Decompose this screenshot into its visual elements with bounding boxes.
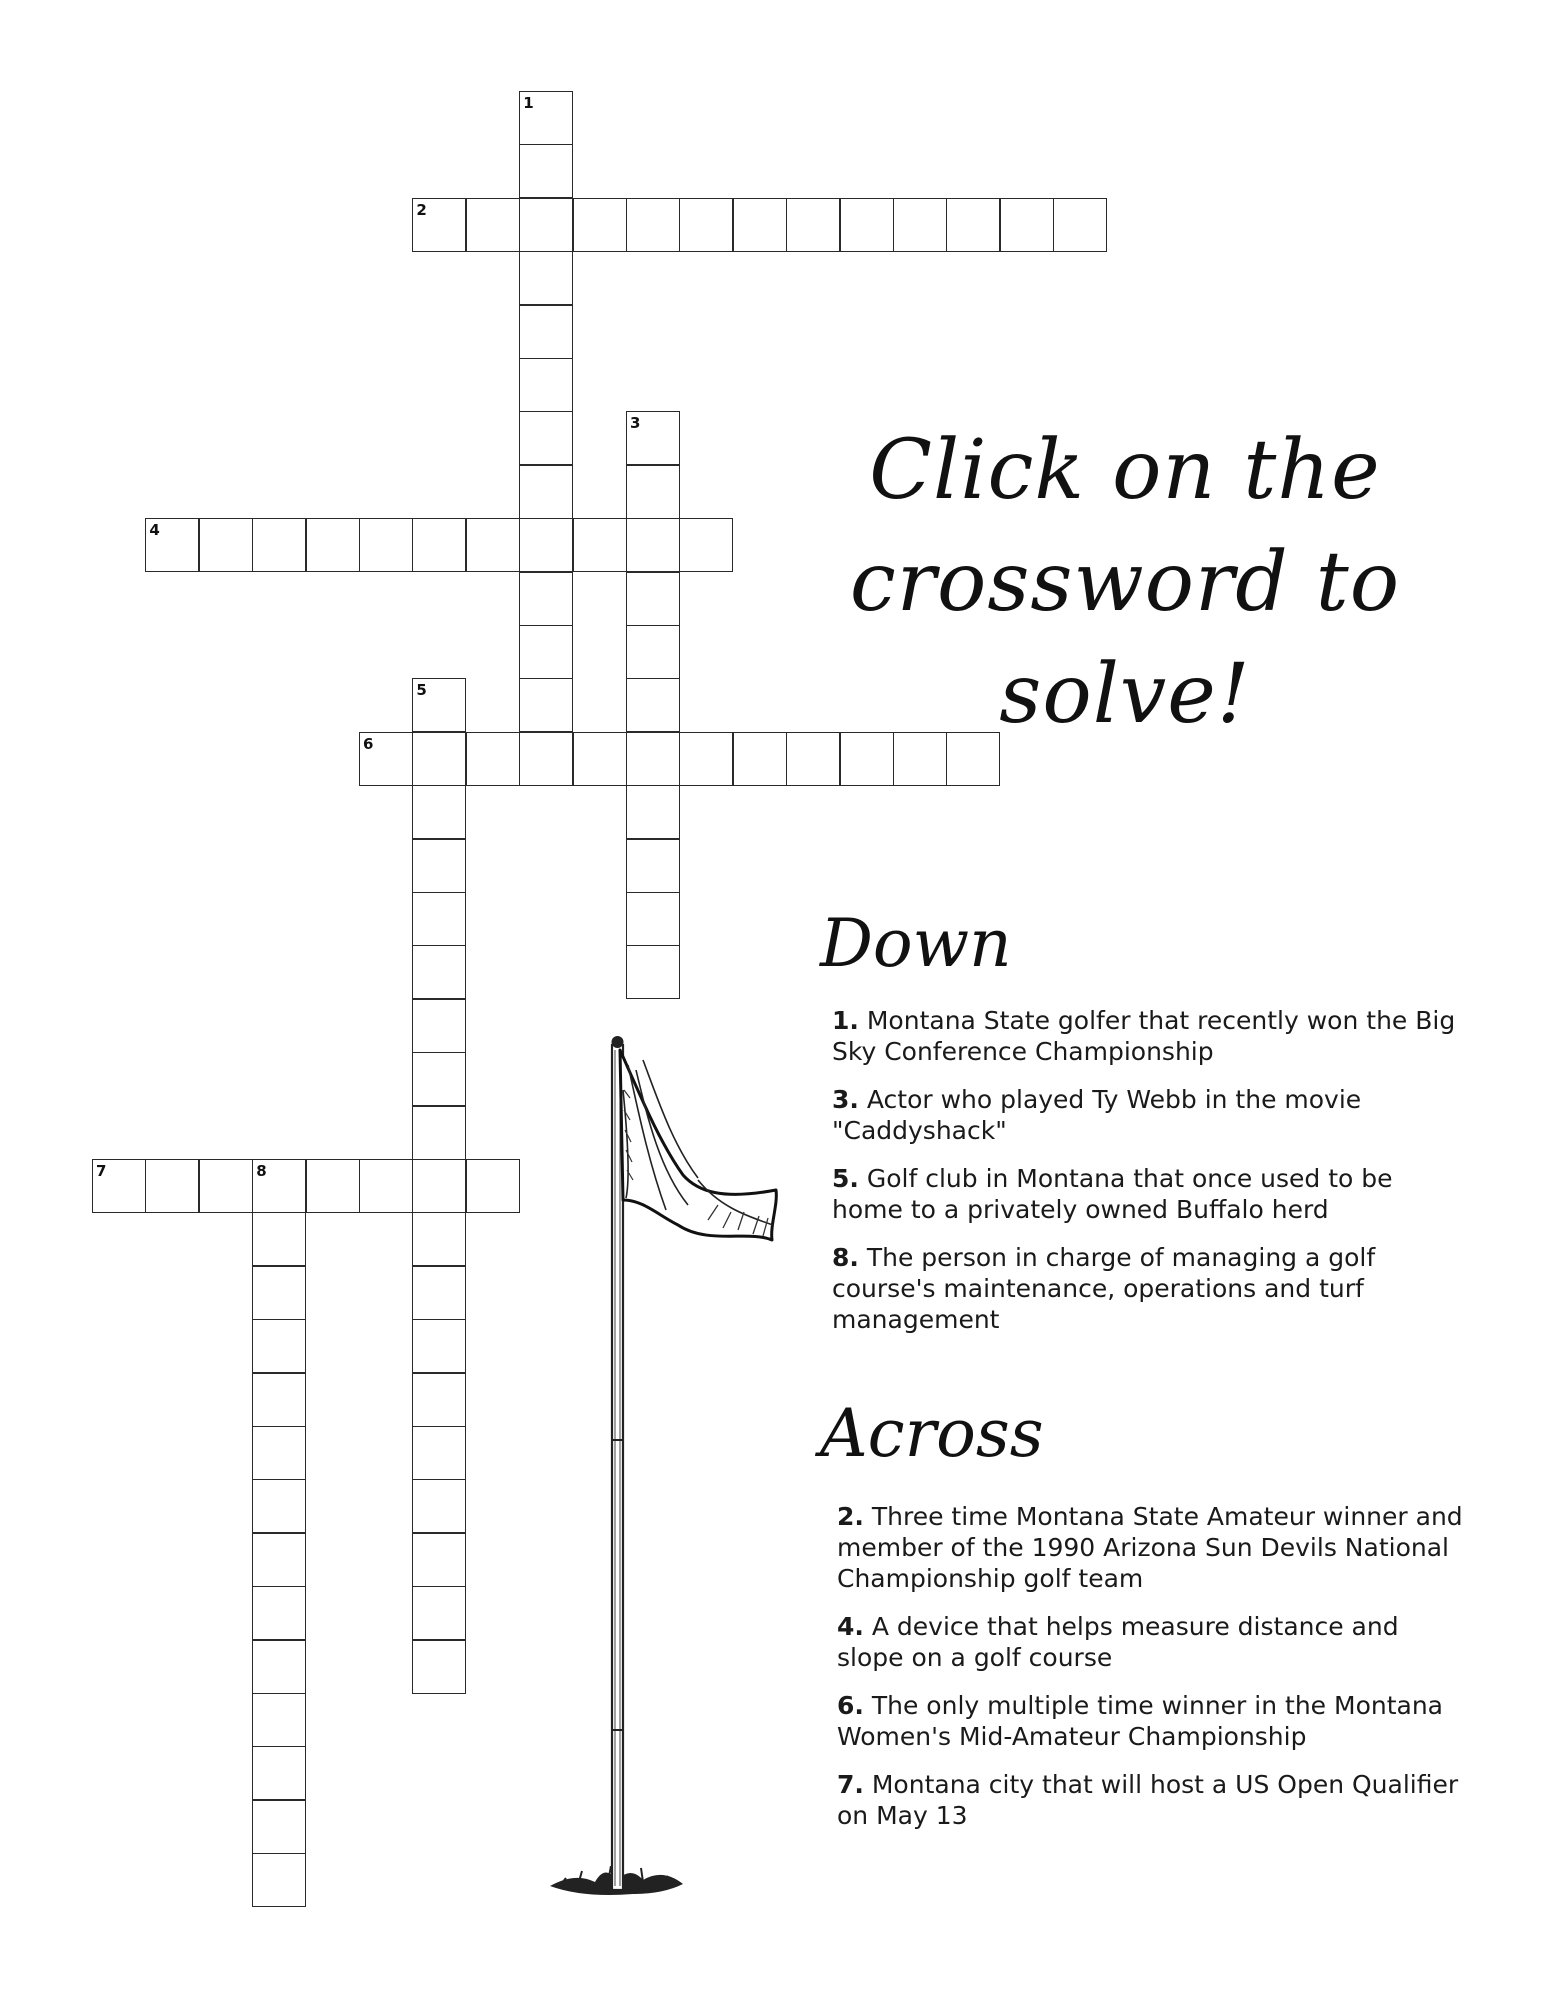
crossword-cell[interactable]: [519, 518, 573, 572]
crossword-cell[interactable]: [412, 678, 466, 732]
crossword-cell[interactable]: [306, 1159, 360, 1213]
crossword-cell[interactable]: [359, 518, 413, 572]
clue-number: 4: [149, 521, 160, 540]
crossword-cell[interactable]: [412, 1479, 466, 1533]
across-clues: [837, 1501, 1467, 1848]
crossword-cell[interactable]: [412, 1266, 466, 1320]
across-heading: Across: [820, 1395, 1044, 1472]
crossword-cell[interactable]: [519, 678, 573, 732]
crossword-cell[interactable]: [252, 1479, 306, 1533]
crossword-cell[interactable]: [92, 1159, 146, 1213]
solve-instructions: [800, 415, 1450, 751]
across-clue-6: 6. The only multiple time winner in the Montana Women's Mid-Amateur Championship: [837, 1691, 1443, 1751]
crossword-cell[interactable]: [252, 1693, 306, 1747]
crossword-cell[interactable]: [786, 198, 840, 252]
crossword-cell[interactable]: [519, 251, 573, 305]
crossword-cell[interactable]: [519, 91, 573, 145]
crossword-cell[interactable]: [412, 1319, 466, 1373]
crossword-cell[interactable]: [626, 411, 680, 465]
crossword-cell[interactable]: [412, 839, 466, 893]
crossword-cell[interactable]: [412, 999, 466, 1053]
crossword-cell[interactable]: [359, 1159, 413, 1213]
crossword-cell[interactable]: [679, 518, 733, 572]
down-clues: [832, 1005, 1462, 1352]
crossword-cell[interactable]: [466, 518, 520, 572]
crossword-cell[interactable]: [733, 198, 787, 252]
crossword-cell[interactable]: [412, 1052, 466, 1106]
crossword-cell[interactable]: [573, 732, 627, 786]
across-clue-4: 4. A device that helps measure distance and slope on a golf course: [837, 1612, 1399, 1672]
crossword-cell[interactable]: [733, 732, 787, 786]
crossword-cell[interactable]: [626, 198, 680, 252]
crossword-cell[interactable]: [573, 518, 627, 572]
golf-flag-icon: [548, 1030, 788, 1920]
crossword-cell[interactable]: [412, 1212, 466, 1266]
crossword-cell[interactable]: [626, 572, 680, 626]
crossword-cell[interactable]: [412, 945, 466, 999]
crossword-cell[interactable]: [626, 892, 680, 946]
crossword-cell[interactable]: [519, 625, 573, 679]
crossword-cell[interactable]: [412, 732, 466, 786]
crossword-cell[interactable]: [893, 198, 947, 252]
crossword-cell[interactable]: [519, 572, 573, 626]
crossword-cell[interactable]: [252, 1533, 306, 1587]
crossword-cell[interactable]: [466, 732, 520, 786]
clue-number: 5: [416, 681, 427, 700]
clue-number: 1: [523, 94, 534, 112]
crossword-cell[interactable]: [252, 1640, 306, 1694]
down-clue-3: 3. Actor who played Ty Webb in the movie "Caddyshack": [832, 1085, 1362, 1145]
crossword-cell[interactable]: [412, 1426, 466, 1480]
crossword-cell[interactable]: [519, 465, 573, 519]
crossword-cell[interactable]: [252, 1426, 306, 1480]
across-clue-7: 7. Montana city that will host a US Open Qualifier on May 13: [837, 1770, 1459, 1830]
crossword-cell[interactable]: [626, 678, 680, 732]
crossword-cell[interactable]: [359, 732, 413, 786]
crossword-cell[interactable]: [252, 1853, 306, 1907]
down-clue-1: 1. Montana State golfer that recently won the Big Sky Conference Championship: [832, 1006, 1456, 1066]
crossword-cell[interactable]: [626, 945, 680, 999]
crossword-cell[interactable]: [145, 1159, 199, 1213]
crossword-cell[interactable]: [412, 1586, 466, 1640]
crossword-cell[interactable]: [306, 518, 360, 572]
clue-number: 6: [363, 734, 374, 753]
crossword-cell[interactable]: [412, 1159, 466, 1213]
crossword-cell[interactable]: [626, 625, 680, 679]
down-clue-5: 5. Golf club in Montana that once used to be home to a privately owned Buffalo herd: [832, 1164, 1393, 1224]
down-heading: Down: [820, 905, 1012, 982]
crossword-cell[interactable]: [412, 1373, 466, 1427]
crossword-cell[interactable]: [252, 1373, 306, 1427]
crossword-cell[interactable]: [252, 1800, 306, 1854]
crossword-cell[interactable]: [412, 1106, 466, 1160]
crossword-cell[interactable]: [199, 1159, 253, 1213]
crossword-cell[interactable]: [145, 518, 199, 572]
crossword-cell[interactable]: [466, 198, 520, 252]
crossword-cell[interactable]: [412, 1640, 466, 1694]
crossword-cell[interactable]: [252, 1319, 306, 1373]
crossword-cell[interactable]: [573, 198, 627, 252]
crossword-cell[interactable]: [519, 305, 573, 359]
crossword-cell[interactable]: [519, 732, 573, 786]
crossword-cell[interactable]: [840, 198, 894, 252]
crossword-cell[interactable]: [252, 1159, 306, 1213]
crossword-cell[interactable]: [1000, 198, 1054, 252]
crossword-cell[interactable]: [252, 1586, 306, 1640]
clue-number: 3: [630, 414, 641, 433]
crossword-cell[interactable]: [519, 144, 573, 198]
clue-number: 8: [256, 1162, 267, 1180]
crossword-cell[interactable]: [412, 1533, 466, 1587]
cta-line-2: crossword to solve!: [849, 535, 1401, 742]
crossword-cell[interactable]: [252, 518, 306, 572]
crossword-cell[interactable]: [626, 732, 680, 786]
crossword-cell[interactable]: [252, 1212, 306, 1266]
crossword-cell[interactable]: [626, 785, 680, 839]
crossword-cell[interactable]: [626, 465, 680, 519]
crossword-cell[interactable]: [626, 518, 680, 572]
crossword-cell[interactable]: [412, 518, 466, 572]
clue-number: 2: [416, 200, 427, 219]
crossword-cell[interactable]: [946, 198, 1000, 252]
crossword-cell[interactable]: [519, 198, 573, 252]
crossword-cell[interactable]: [519, 358, 573, 412]
cta-line-1: Click on the: [869, 423, 1381, 518]
crossword-cell[interactable]: [252, 1266, 306, 1320]
crossword-cell[interactable]: [679, 198, 733, 252]
crossword-cell[interactable]: [466, 1159, 520, 1213]
crossword-cell[interactable]: [412, 785, 466, 839]
crossword-cell[interactable]: [626, 839, 680, 893]
crossword-cell[interactable]: [199, 518, 253, 572]
crossword-cell[interactable]: [412, 892, 466, 946]
crossword-cell[interactable]: [412, 198, 466, 252]
crossword-cell[interactable]: [1053, 198, 1107, 252]
crossword-cell[interactable]: [252, 1746, 306, 1800]
across-clue-2: 2. Three time Montana State Amateur winner and member of the 1990 Arizona Sun Devils National Championship golf team: [837, 1502, 1463, 1593]
crossword-cell[interactable]: [519, 411, 573, 465]
clue-number: 7: [96, 1162, 107, 1180]
crossword-cell[interactable]: [679, 732, 733, 786]
down-clue-8: 8. The person in charge of managing a golf course's maintenance, operations and turf management: [832, 1243, 1376, 1334]
